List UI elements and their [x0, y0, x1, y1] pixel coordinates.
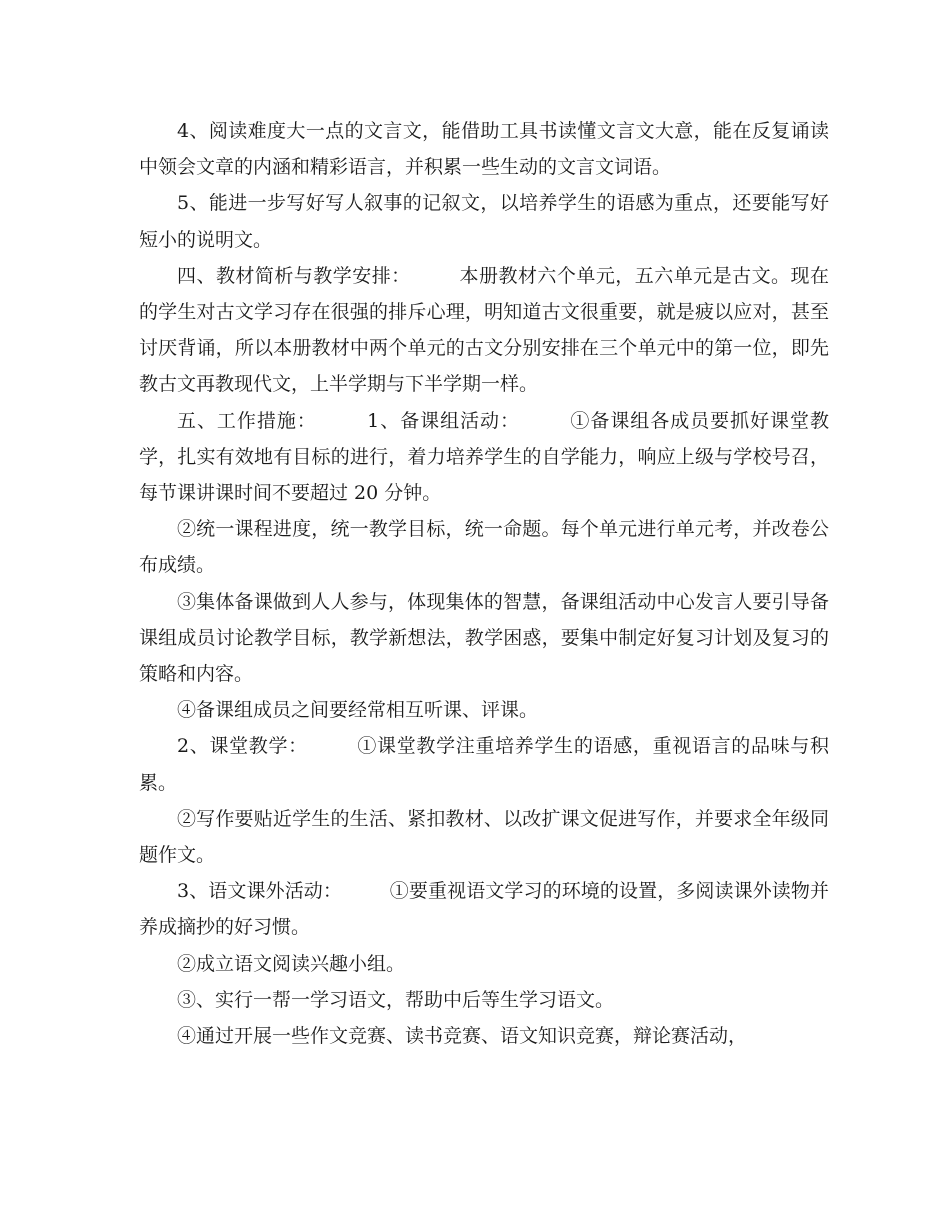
paragraph-classroom-teaching: 2、课堂教学： ①课堂教学注重培养学生的语感，重视语言的品味与积累。 [139, 735, 829, 794]
paragraph-collective-lesson-prep: ③集体备课做到人人参与，体现集体的智慧，备课组活动中心发言人要引导备课组成员讨论教学目标，教学新想法，教学困惑，要集中制定好复习计划及复习的策略和内容。 [139, 590, 829, 686]
document-body [139, 113, 829, 1054]
paragraph-writing-practice: ②写作要贴近学生的生活、紧扣教材、以改扩课文促进写作，并要求全年级同题作文。 [139, 807, 829, 867]
paragraph-narrative-writing: 5、能进一步写好写人叙事的记叙文，以培养学生的语感为重点，还要能写好短小的说明文。 [139, 192, 829, 251]
paragraph-reading-interest-group: ②成立语文阅读兴趣小组。 [177, 952, 406, 975]
paragraph-competitions: ④通过开展一些作文竞赛、读书竞赛、语文知识竞赛，辩论赛活动， [177, 1025, 748, 1048]
paragraph-extracurricular-activities: 3、语文课外活动： ①要重视语文学习的环境的设置，多阅读课外读物并养成摘抄的好习惯。 [139, 880, 829, 939]
paragraph-textbook-analysis: 四、教材简析与教学安排： 本册教材六个单元，五六单元是古文。现在的学生对古文学习存在很强的排斥心理，明知道古文很重要，就是疲以应对，甚至讨厌背诵，所以本册教材中两个单元的古文分别安排在三个单元中的第一位，即先教古文再教现代文，上半学期与下半学期一样。 [139, 264, 829, 396]
paragraph-unified-progress: ②统一课程进度，统一教学目标，统一命题。每个单元进行单元考，并改卷公布成绩。 [139, 518, 829, 577]
paragraph-reading-classical-chinese: 4、阅读难度大一点的文言文，能借助工具书读懂文言文大意，能在反复诵读中领会文章的内涵和精彩语言，并积累一些生动的文言文词语。 [139, 120, 829, 179]
paragraph-work-measures: 五、工作措施： 1、备课组活动： ①备课组各成员要抓好课堂教学，扎实有效地有目标的进行，着力培养学生的自学能力，响应上级与学校号召，每节课讲课时间不要超过 20 分钟。 [139, 409, 829, 505]
paragraph-peer-observation: ④备课组成员之间要经常相互听课、评课。 [177, 699, 539, 722]
paragraph-peer-tutoring: ③、实行一帮一学习语文，帮助中后等生学习语文。 [177, 988, 615, 1011]
